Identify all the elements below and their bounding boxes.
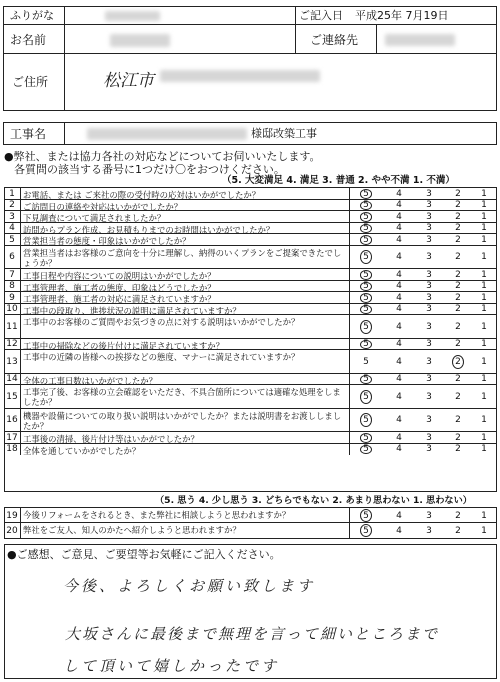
question-row — [5, 315, 496, 339]
number-divider — [20, 188, 21, 200]
score-option-4[interactable]: 4 — [396, 391, 402, 402]
question-row — [5, 211, 496, 223]
question-number: 14 — [6, 374, 18, 385]
score-option-1[interactable]: 1 — [481, 510, 487, 521]
score-divider — [349, 444, 350, 456]
selected-answer-circle — [452, 355, 464, 369]
score-option-2[interactable]: 2 — [455, 223, 461, 234]
question-number: 10 — [6, 304, 18, 315]
score-divider — [349, 339, 350, 351]
question-text: 工事中のお客様のご質問やお気づきの点に対する説明はいかがでしたか？ — [23, 317, 300, 327]
instruction-line2: 各質問の該当する番号に1つだけ〇をおつけください。 — [14, 163, 285, 176]
score-option-2[interactable]: 2 — [455, 292, 461, 303]
scale-legend-2: （5. 思う 4. 少し思う 3. どちらでもない 2. あまり思わない 1. 思わない） — [155, 495, 472, 506]
question-text: 営業担当者はお客様のご意向を十分に理解し、納得のいくプランをご提案できたでしょうか？ — [23, 247, 342, 268]
question-number: 6 — [9, 252, 15, 263]
score-option-2[interactable]: 2 — [455, 391, 461, 402]
selected-answer-circle — [360, 270, 372, 280]
score-option-4[interactable]: 4 — [396, 304, 402, 315]
score-option-4[interactable]: 4 — [396, 356, 402, 367]
question-row — [5, 269, 496, 281]
score-option-1[interactable]: 1 — [481, 339, 487, 350]
selected-answer-circle — [360, 375, 372, 385]
score-option-2[interactable]: 2 — [455, 234, 461, 245]
score-option-1[interactable]: 1 — [481, 374, 487, 385]
selected-answer-circle — [360, 390, 372, 404]
number-divider — [20, 508, 21, 523]
number-divider — [20, 432, 21, 444]
project-label: 工事名 — [10, 127, 47, 141]
score-divider — [349, 292, 350, 304]
score-option-1[interactable]: 1 — [481, 211, 487, 222]
project-field[interactable] — [64, 122, 497, 145]
score-option-5[interactable]: 5 — [363, 223, 369, 234]
question-row — [5, 350, 496, 374]
question-row — [5, 223, 496, 235]
score-option-5[interactable]: 5 — [363, 525, 369, 536]
comment-line-2: 大坂さんに最後まで無理を言って細いところまで — [65, 625, 440, 643]
score-option-4[interactable]: 4 — [396, 252, 402, 263]
score-option-2[interactable]: 2 — [455, 269, 461, 280]
score-divider — [349, 200, 350, 212]
score-option-1[interactable]: 1 — [481, 304, 487, 315]
score-option-5[interactable]: 5 — [363, 281, 369, 292]
question-row — [5, 508, 496, 523]
number-divider — [20, 234, 21, 246]
question-text: ご訪問日の連絡や対応はいかがでしたか？ — [23, 201, 183, 212]
score-option-5[interactable]: 5 — [363, 356, 369, 367]
question-text: 工事中の段取り、進捗状況の説明に満足されていますか？ — [23, 305, 241, 316]
score-option-1[interactable]: 1 — [481, 415, 487, 426]
question-number: 7 — [9, 269, 15, 280]
question-row — [5, 292, 496, 304]
score-option-4[interactable]: 4 — [396, 234, 402, 245]
score-option-3[interactable]: 3 — [426, 356, 432, 367]
question-text: 下見調査について満足されましたか？ — [23, 213, 166, 223]
furigana-label: ふりがな — [10, 9, 54, 22]
score-option-2[interactable]: 2 — [455, 252, 461, 263]
number-divider — [20, 269, 21, 281]
instruction-line1: ●弊社、または協力各社の対応などについてお伺いいたします。 — [4, 150, 321, 163]
score-option-2[interactable]: 2 — [455, 510, 461, 521]
question-text: 工事完了後、お客様の立会確認をいただき、不具合箇所については適確な処理をしましたか？ — [23, 387, 341, 407]
score-option-5[interactable]: 5 — [363, 374, 369, 385]
score-divider — [349, 281, 350, 293]
score-option-2[interactable]: 2 — [455, 321, 461, 332]
question-text: 工事管理者、施工者の態度、印象はどうでしたか？ — [23, 282, 216, 293]
name-field[interactable] — [64, 24, 296, 54]
score-option-3[interactable]: 3 — [426, 200, 432, 211]
selected-answer-circle — [360, 305, 372, 315]
score-option-5[interactable]: 5 — [363, 188, 369, 199]
score-divider — [349, 374, 350, 386]
score-option-2[interactable]: 2 — [455, 200, 461, 211]
number-divider — [20, 211, 21, 223]
question-number: 19 — [6, 510, 18, 521]
question-text: 工事中の近隣の皆様への挨拶などの態度、マナーに満足されていますか？ — [23, 352, 300, 362]
score-divider — [349, 269, 350, 281]
question-number: 3 — [9, 211, 15, 222]
redacted-contact — [385, 34, 455, 46]
question-text: 今後リフォームをされるとき、また弊社に相談しようと思われますか？ — [23, 510, 291, 520]
score-option-4[interactable]: 4 — [396, 321, 402, 332]
score-option-4[interactable]: 4 — [396, 269, 402, 280]
question-number: 1 — [9, 188, 15, 199]
score-option-2[interactable]: 2 — [455, 339, 461, 350]
selected-answer-circle — [360, 189, 372, 199]
score-option-3[interactable]: 3 — [426, 269, 432, 280]
address-label: ご住所 — [12, 75, 49, 89]
score-option-1[interactable]: 1 — [481, 200, 487, 211]
score-option-4[interactable]: 4 — [396, 281, 402, 292]
score-option-4[interactable]: 4 — [396, 525, 402, 536]
question-row — [5, 188, 496, 200]
question-row — [5, 304, 496, 316]
score-divider — [349, 385, 350, 409]
score-option-2[interactable]: 2 — [455, 356, 461, 367]
question-text: 全体の工事日数はいかがでしたか？ — [23, 375, 157, 386]
score-option-3[interactable]: 3 — [426, 292, 432, 303]
score-option-3[interactable]: 3 — [426, 374, 432, 385]
score-option-2[interactable]: 2 — [455, 415, 461, 426]
score-option-5[interactable]: 5 — [363, 211, 369, 222]
question-text: 弊社をご友人、知人のかたへ紹介しようと思われますか？ — [23, 525, 241, 535]
score-option-4[interactable]: 4 — [396, 223, 402, 234]
question-number: 12 — [6, 339, 18, 350]
score-option-4[interactable]: 4 — [396, 432, 402, 443]
selected-answer-circle — [360, 433, 372, 443]
score-option-2[interactable]: 2 — [455, 444, 461, 455]
name-label-cell — [3, 24, 65, 54]
score-divider — [349, 223, 350, 235]
question-row — [5, 432, 496, 444]
score-option-1[interactable]: 1 — [481, 269, 487, 280]
date-label: ご記入日 — [299, 9, 343, 22]
score-option-5[interactable]: 5 — [363, 510, 369, 521]
score-divider — [349, 432, 350, 444]
number-divider — [20, 304, 21, 316]
score-option-3[interactable]: 3 — [426, 525, 432, 536]
question-number: 4 — [9, 223, 15, 234]
score-option-1[interactable]: 1 — [481, 281, 487, 292]
score-option-3[interactable]: 3 — [426, 281, 432, 292]
date-cell — [295, 6, 497, 25]
question-number: 17 — [6, 432, 18, 443]
question-row — [5, 281, 496, 293]
number-divider — [20, 409, 21, 433]
score-option-5[interactable]: 5 — [363, 252, 369, 263]
selected-answer-circle — [360, 282, 372, 292]
selected-answer-circle — [360, 509, 372, 522]
contact-label: ご連絡先 — [310, 33, 359, 47]
redacted-project — [87, 128, 247, 140]
furigana-field[interactable] — [64, 6, 296, 25]
score-option-3[interactable]: 3 — [426, 211, 432, 222]
question-row — [5, 409, 496, 433]
comments-box[interactable] — [4, 544, 497, 679]
question-number: 13 — [6, 356, 18, 367]
score-option-1[interactable]: 1 — [481, 188, 487, 199]
question-row — [5, 234, 496, 246]
score-option-4[interactable]: 4 — [396, 415, 402, 426]
question-row — [5, 246, 496, 270]
score-divider — [349, 508, 350, 523]
question-text: 工事日程や内容についての説明はいかがでしたか？ — [23, 271, 216, 281]
score-option-5[interactable]: 5 — [363, 321, 369, 332]
score-option-3[interactable]: 3 — [426, 223, 432, 234]
score-option-1[interactable]: 1 — [481, 292, 487, 303]
score-option-3[interactable]: 3 — [426, 339, 432, 350]
address-label-cell — [3, 53, 65, 111]
score-option-1[interactable]: 1 — [481, 252, 487, 263]
score-option-2[interactable]: 2 — [455, 188, 461, 199]
selected-answer-circle — [360, 524, 372, 537]
selected-answer-circle — [360, 445, 372, 455]
score-option-5[interactable]: 5 — [363, 269, 369, 280]
question-number: 5 — [9, 234, 15, 245]
question-row — [5, 374, 496, 386]
score-option-4[interactable]: 4 — [396, 374, 402, 385]
selected-answer-circle — [360, 235, 372, 245]
questionnaire-table-2 — [4, 507, 497, 539]
scale-legend-1: （5. 大変満足 4. 満足 3. 普通 2. やや不満 1. 不満） — [222, 175, 455, 186]
question-text: 営業担当者の態度・印象はいかがでしたか？ — [23, 236, 191, 246]
score-option-1[interactable]: 1 — [481, 525, 487, 536]
question-number: 11 — [6, 321, 18, 332]
number-divider — [20, 292, 21, 304]
score-option-4[interactable]: 4 — [396, 211, 402, 222]
score-option-3[interactable]: 3 — [426, 510, 432, 521]
score-option-5[interactable]: 5 — [363, 304, 369, 315]
contact-label-cell — [295, 24, 377, 54]
score-option-4[interactable]: 4 — [396, 188, 402, 199]
score-option-5[interactable]: 5 — [363, 200, 369, 211]
questionnaire-table — [4, 187, 497, 492]
question-number: 18 — [6, 444, 18, 455]
score-divider — [349, 234, 350, 246]
address-value: 松江市 — [103, 71, 154, 91]
question-number: 8 — [9, 281, 15, 292]
question-text: お電話、または ご来社の際の受付時の応対はいかがでしたか？ — [23, 190, 261, 200]
number-divider — [20, 339, 21, 351]
question-number: 15 — [6, 391, 18, 402]
score-option-1[interactable]: 1 — [481, 444, 487, 455]
score-option-3[interactable]: 3 — [426, 252, 432, 263]
number-divider — [20, 523, 21, 538]
score-option-5[interactable]: 5 — [363, 292, 369, 303]
score-option-4[interactable]: 4 — [396, 200, 402, 211]
number-divider — [20, 374, 21, 386]
selected-answer-circle — [360, 224, 372, 234]
number-divider — [20, 385, 21, 409]
redacted-furigana — [105, 11, 160, 21]
question-number: 9 — [9, 292, 15, 303]
question-number: 20 — [6, 525, 18, 536]
score-option-5[interactable]: 5 — [363, 339, 369, 350]
score-option-3[interactable]: 3 — [426, 444, 432, 455]
score-option-5[interactable]: 5 — [363, 432, 369, 443]
score-option-2[interactable]: 2 — [455, 211, 461, 222]
score-option-5[interactable]: 5 — [363, 391, 369, 402]
score-option-3[interactable]: 3 — [426, 321, 432, 332]
question-text: 機器や設備についての取り扱い説明はいかがでしたか？または説明書をお渡ししましたか？ — [23, 410, 342, 431]
selected-answer-circle — [360, 320, 372, 334]
score-option-1[interactable]: 1 — [481, 321, 487, 332]
score-option-2[interactable]: 2 — [455, 525, 461, 536]
score-divider — [349, 246, 350, 270]
question-text: 工事中の掃除などの後片付けに満足されていますか？ — [23, 340, 224, 351]
address-field[interactable] — [64, 53, 497, 111]
question-text: 訪問からプラン作成、お見積もりまでのお時間はいかがでしたか？ — [23, 224, 275, 235]
score-option-3[interactable]: 3 — [426, 415, 432, 426]
score-option-2[interactable]: 2 — [455, 304, 461, 315]
number-divider — [20, 200, 21, 212]
score-option-3[interactable]: 3 — [426, 432, 432, 443]
question-text: 工事後の清掃、後片付け等はいかがでしたか？ — [23, 434, 199, 444]
score-divider — [349, 304, 350, 316]
number-divider — [20, 223, 21, 235]
redacted-name — [110, 34, 170, 47]
project-suffix: 様邸改築工事 — [251, 127, 317, 140]
number-divider — [20, 350, 21, 374]
comment-line-3: して頂いて嬉しかったです — [63, 657, 280, 675]
number-divider — [20, 281, 21, 293]
score-option-3[interactable]: 3 — [426, 391, 432, 402]
comment-line-1: 今後、よろしくお願い致します — [63, 577, 316, 595]
score-option-1[interactable]: 1 — [481, 234, 487, 245]
project-label-cell — [3, 122, 65, 145]
question-row — [5, 200, 496, 212]
score-divider — [349, 523, 350, 538]
question-text: 全体を通していかがでしたか？ — [23, 445, 141, 456]
selected-answer-circle — [360, 201, 372, 211]
score-option-1[interactable]: 1 — [481, 356, 487, 367]
date-value: 平成25年 7月19日 — [355, 9, 449, 22]
score-option-5[interactable]: 5 — [363, 234, 369, 245]
score-option-1[interactable]: 1 — [481, 432, 487, 443]
score-option-1[interactable]: 1 — [481, 223, 487, 234]
question-number: 2 — [9, 200, 15, 211]
number-divider — [20, 444, 21, 456]
score-option-2[interactable]: 2 — [455, 374, 461, 385]
furigana-label-cell — [3, 6, 65, 25]
question-row — [5, 523, 496, 538]
score-option-5[interactable]: 5 — [363, 444, 369, 455]
name-label: お名前 — [10, 33, 47, 47]
score-option-2[interactable]: 2 — [455, 432, 461, 443]
question-number: 16 — [6, 415, 18, 426]
question-text: 工事管理者、施工者の対応に満足されていますか？ — [23, 294, 216, 304]
question-row — [5, 385, 496, 409]
score-option-4[interactable]: 4 — [396, 444, 402, 455]
score-option-4[interactable]: 4 — [396, 292, 402, 303]
score-option-3[interactable]: 3 — [426, 234, 432, 245]
question-row — [5, 444, 496, 456]
score-option-5[interactable]: 5 — [363, 415, 369, 426]
score-option-4[interactable]: 4 — [396, 339, 402, 350]
redacted-address — [160, 70, 320, 82]
question-row — [5, 339, 496, 351]
selected-answer-circle — [360, 340, 372, 350]
contact-field[interactable] — [376, 24, 497, 54]
score-option-2[interactable]: 2 — [455, 281, 461, 292]
score-option-3[interactable]: 3 — [426, 188, 432, 199]
score-option-1[interactable]: 1 — [481, 391, 487, 402]
score-option-4[interactable]: 4 — [396, 510, 402, 521]
number-divider — [20, 246, 21, 270]
score-divider — [349, 409, 350, 433]
score-divider — [349, 315, 350, 339]
score-divider — [349, 188, 350, 200]
score-option-3[interactable]: 3 — [426, 304, 432, 315]
selected-answer-circle — [360, 293, 372, 303]
score-divider — [349, 350, 350, 374]
selected-answer-circle — [360, 212, 372, 222]
score-divider — [349, 211, 350, 223]
comments-label: ●ご感想、ご意見、ご要望等お気軽にご記入ください。 — [7, 548, 281, 561]
number-divider — [20, 315, 21, 339]
